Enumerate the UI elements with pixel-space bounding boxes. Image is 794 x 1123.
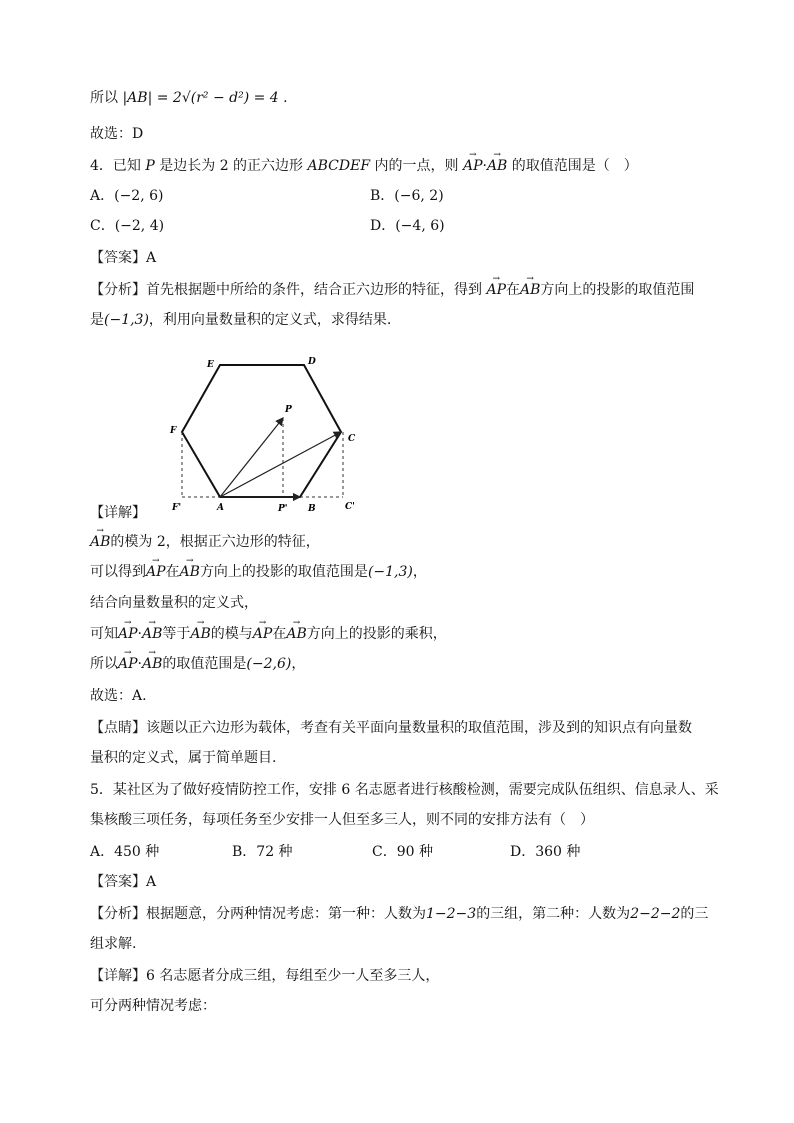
formula: 2−2−2 bbox=[630, 906, 681, 922]
text: ， bbox=[412, 564, 427, 580]
question-5-line-1: 5．某社区为了做好疫情防控工作，安排 6 名志愿者进行核酸检测，需要完成队伍组织、信息录人、采 bbox=[90, 782, 719, 798]
q4-detail-3: 结合向量数量积的定义式， bbox=[90, 595, 258, 611]
math-hexagon: ABCDEF bbox=[307, 158, 371, 174]
vector-AC-arrow bbox=[220, 432, 341, 497]
text: . bbox=[283, 90, 288, 106]
text: 可知 bbox=[90, 626, 118, 642]
q4-analysis-1 bbox=[90, 280, 694, 300]
q4-detail-2 bbox=[90, 562, 427, 582]
q5-answer bbox=[90, 872, 156, 892]
label-P: P bbox=[285, 405, 292, 415]
q4-detail-4 bbox=[90, 624, 447, 644]
vector-AP: → AP bbox=[253, 624, 273, 644]
vector-AB: → AB bbox=[142, 624, 162, 644]
label-P-prime: P' bbox=[278, 504, 288, 514]
label-C: C bbox=[348, 434, 356, 444]
q4-option-a[interactable]: A．(−2, 6) bbox=[90, 188, 164, 204]
text: ，利用向量数量积的定义式，求得结果. bbox=[148, 312, 392, 328]
answer-value: A bbox=[146, 874, 157, 890]
math-P: P bbox=[145, 158, 155, 174]
text: 在 bbox=[272, 626, 287, 642]
vector-AP: → AP bbox=[486, 280, 506, 300]
text: 方向上的投影的取值范围 bbox=[540, 282, 695, 298]
formula: 1−2−3 bbox=[426, 906, 477, 922]
answer-value: A bbox=[146, 250, 157, 266]
q5-detail-2: 可分两种情况考虑： bbox=[90, 998, 216, 1014]
text: 内的一点，则 bbox=[374, 158, 459, 174]
vector-AP: → AP bbox=[146, 562, 166, 582]
question-5-line-2: 集核酸三项任务，每项任务至少安排一人但至多三人，则不同的安排方法有（ ） bbox=[90, 812, 594, 828]
formula: |AB| = 2√(r² − d²) = 4 bbox=[122, 90, 279, 106]
q4-answer bbox=[90, 248, 156, 268]
q5-analysis-2: 组求解. bbox=[90, 936, 137, 952]
vector-AB: → AB bbox=[142, 654, 162, 674]
q4-comment-1 bbox=[90, 718, 692, 738]
text: 根据题意，分两种情况考虑：第一种：人数为 bbox=[146, 906, 426, 922]
text: 首先根据题中所给的条件，结合正六边形的特征，得到 bbox=[146, 282, 482, 298]
dot: · bbox=[482, 158, 487, 174]
text: 可以得到 bbox=[90, 564, 146, 580]
text: 的三 bbox=[680, 906, 709, 922]
text: 4．已知 bbox=[90, 158, 141, 174]
text: ， bbox=[291, 656, 306, 672]
label-B: B bbox=[308, 504, 316, 514]
text: 该题以正六边形为载体，考查有关平面向量数量积的取值范围，涉及到的知识点有向量数 bbox=[146, 720, 692, 736]
q5-option-d[interactable]: D．360 种 bbox=[510, 844, 581, 860]
line-conclusion bbox=[90, 88, 288, 108]
vector-AP: → AP bbox=[118, 624, 138, 644]
range: (−2,6) bbox=[246, 656, 292, 672]
dot: · bbox=[137, 656, 142, 672]
question-4 bbox=[90, 156, 638, 176]
vector-AP: → AP bbox=[463, 156, 483, 176]
q4-analysis-2 bbox=[90, 310, 391, 330]
label-A: A bbox=[217, 503, 224, 513]
answer-tag: 【答案】 bbox=[90, 250, 146, 266]
label-E: E bbox=[207, 360, 214, 370]
label-F-prime: F' bbox=[172, 503, 182, 513]
hexagon-shape bbox=[182, 365, 341, 497]
vector-AB: → AB bbox=[190, 624, 210, 644]
text: 在 bbox=[505, 282, 520, 298]
q4-detail-tag: 【详解】 bbox=[90, 505, 146, 521]
vector-AB: → AB bbox=[286, 624, 306, 644]
text: 的模为 2，根据正六边形的特征， bbox=[110, 534, 320, 550]
q4-detail-1 bbox=[90, 532, 320, 552]
q5-detail-1 bbox=[90, 966, 439, 986]
line-answer-choice: 故选：D bbox=[90, 126, 144, 142]
text: 的三组，第二种：人数为 bbox=[476, 906, 631, 922]
text: 等于 bbox=[162, 626, 191, 642]
q4-option-c[interactable]: C．(−2, 4) bbox=[90, 218, 165, 234]
text: 的取值范围是 bbox=[162, 656, 247, 672]
vector-AB: → AB bbox=[520, 280, 540, 300]
q5-option-c[interactable]: C．90 种 bbox=[372, 844, 433, 860]
text: 的模与 bbox=[210, 626, 253, 642]
range: (−1,3) bbox=[104, 312, 149, 328]
dot: · bbox=[137, 626, 142, 642]
label-D: D bbox=[308, 357, 316, 367]
q4-detail-6: 故选：A. bbox=[90, 688, 147, 704]
analysis-tag: 【分析】 bbox=[90, 906, 146, 922]
q5-option-b[interactable]: B．72 种 bbox=[232, 844, 293, 860]
range: (−1,3) bbox=[367, 564, 413, 580]
hexagon-figure bbox=[165, 350, 365, 515]
text: 方向上的投影的乘积， bbox=[306, 626, 447, 642]
vector-AP-arrow bbox=[220, 418, 283, 497]
analysis-tag: 【分析】 bbox=[90, 282, 146, 298]
q5-option-a[interactable]: A．450 种 bbox=[90, 844, 160, 860]
vector-AB: → AB bbox=[180, 562, 200, 582]
text: 是边长为 2 的正六边形 bbox=[159, 158, 304, 174]
text: 是 bbox=[90, 312, 104, 328]
label-C-prime: C' bbox=[345, 502, 355, 512]
q4-comment-2: 量积的定义式，属于简单题目. bbox=[90, 750, 277, 766]
text: 所以 bbox=[90, 90, 118, 106]
q5-analysis-1 bbox=[90, 904, 708, 924]
vector-AP: → AP bbox=[118, 654, 138, 674]
answer-tag: 【答案】 bbox=[90, 874, 146, 890]
label-F: F bbox=[170, 426, 177, 436]
vector-AB: → AB bbox=[487, 156, 507, 176]
q4-option-b[interactable]: B．(−6, 2) bbox=[370, 188, 444, 204]
vector-AB: → AB bbox=[90, 532, 110, 552]
text: 所以 bbox=[90, 656, 118, 672]
detail-tag: 【详解】 bbox=[90, 968, 146, 984]
text: 6 名志愿者分成三组，每组至少一人至多三人， bbox=[146, 968, 440, 984]
text: 在 bbox=[165, 564, 180, 580]
q4-detail-5 bbox=[90, 654, 305, 674]
text: 方向上的投影的取值范围是 bbox=[199, 564, 368, 580]
comment-tag: 【点睛】 bbox=[90, 720, 146, 736]
text: 的取值范围是（ ） bbox=[511, 158, 638, 174]
q4-option-d[interactable]: D．(−4, 6) bbox=[370, 218, 445, 234]
